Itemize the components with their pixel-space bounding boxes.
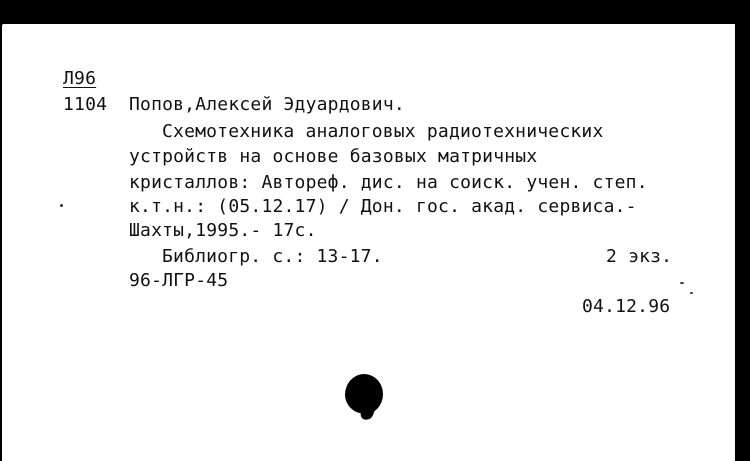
punch-hole (345, 374, 383, 414)
shelfmark: Л96 (63, 68, 97, 89)
title-line-3: кристаллов: Автореф. дис. на соиск. учен. степ. (129, 172, 648, 193)
record-number: 1104 (63, 94, 108, 115)
bibliography-note: Библиогр. с.: 13-17. (162, 246, 383, 267)
card-date: 04.12.96 (582, 296, 671, 317)
copies-count: 2 экз. (606, 246, 673, 267)
catalog-card (2, 24, 735, 461)
title-line-1: Схемотехника аналоговых радиотехнических (162, 121, 604, 142)
title-line-4: к.т.н.: (05.12.17) / Дон. гос. акад. сервиса.- (129, 196, 637, 217)
title-line-2: устройств на основе базовых матричных (129, 146, 538, 167)
title-line-5: Шахты,1995.- 17с. (129, 220, 317, 241)
scan-speck (60, 204, 63, 207)
author-line: Попов,Алексей Эдуардович. (129, 94, 405, 115)
scan-speck (690, 292, 693, 294)
catalog-code: 96-ЛГР-45 (129, 270, 229, 291)
scan-speck (680, 282, 684, 284)
